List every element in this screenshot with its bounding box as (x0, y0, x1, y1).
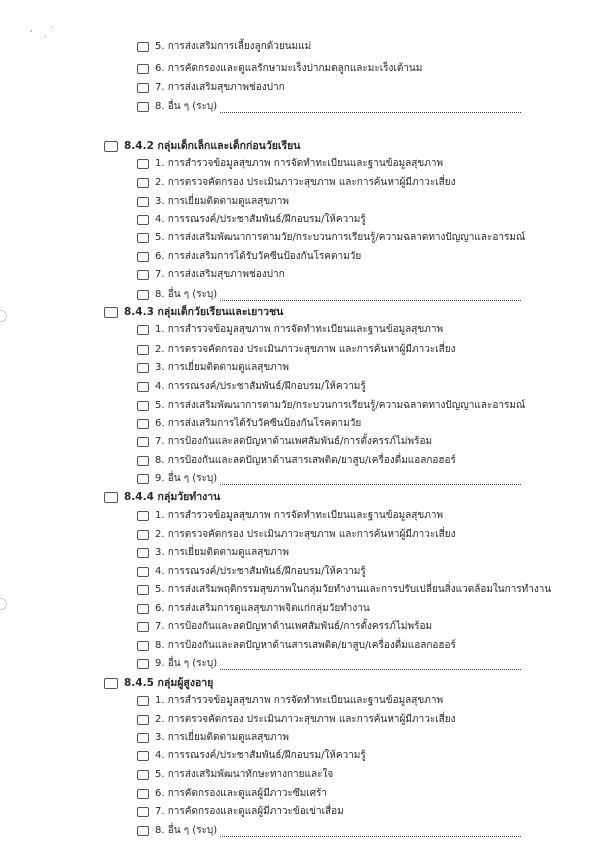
item-label: 8. อื่น ๆ (ระบุ) (155, 825, 218, 836)
section-heading (104, 674, 213, 692)
item-label: 1. การสำรวจข้อมูลสุขภาพ การจัดทำทะเบียนและฐานข้อมูลสุขภาพ (155, 158, 444, 169)
section-heading (104, 137, 300, 155)
specify-dotted-line[interactable] (220, 473, 521, 485)
item-checkbox[interactable] (137, 585, 149, 595)
checklist-item (137, 211, 366, 229)
checklist-item (137, 415, 361, 433)
item-label: 4. การรณรงค์/ประชาสัมพันธ์/ฝึกอบรม/ให้ความรู้ (155, 750, 366, 761)
checklist-item (137, 600, 370, 618)
item-label: 1. การสำรวจข้อมูลสุขภาพ การจัดทำทะเบียนและฐานข้อมูลสุขภาพ (155, 510, 444, 521)
checklist-item (137, 544, 289, 562)
item-checkbox[interactable] (137, 252, 149, 262)
checklist-item (137, 38, 311, 56)
checklist-item (137, 526, 455, 544)
checklist-item (137, 433, 432, 451)
item-label: 7. การส่งเสริมสุขภาพช่องปาก (155, 82, 285, 93)
item-label: 7. การคัดกรองและดูแลผู้มีภาวะข้อเข่าเสื่อม (155, 806, 344, 817)
checklist-item (137, 563, 366, 581)
item-label: 6. การส่งเสริมการได้รับวัคซีนป้องกันโรคตามวัย (155, 251, 362, 262)
checklist-item (137, 397, 525, 415)
item-checkbox[interactable] (137, 826, 149, 836)
item-checkbox[interactable] (137, 64, 149, 74)
checklist-item (137, 174, 455, 192)
scan-speck (44, 36, 46, 37)
item-checkbox[interactable] (137, 789, 149, 799)
item-checkbox[interactable] (137, 83, 149, 93)
item-label: 5. การส่งเสริมพฤติกรรมสุขภาพในกลุ่มวัยทำงานและการปรับเปลี่ยนสิ่งแวดล้อมในการทำงาน (155, 584, 552, 595)
section-heading (104, 488, 220, 506)
item-label: 6. การคัดกรองและดูแลผู้มีภาวะซึมเศร้า (155, 788, 328, 799)
item-label: 4. การรณรงค์/ประชาสัมพันธ์/ฝึกอบรม/ให้ความรู้ (155, 566, 366, 577)
item-label: 3. การเยี่ยมติดตามดูแลสุขภาพ (155, 362, 289, 373)
item-checkbox[interactable] (137, 345, 149, 355)
checklist-item (137, 155, 443, 173)
specify-dotted-line[interactable] (220, 101, 521, 113)
section-heading-label: 8.4.4 กลุ่มวัยทำงาน (124, 491, 221, 503)
item-label: 5. การส่งเสริมพัฒนาการตามวัย/กระบวนการเรียนรู้/ความฉลาดทางปัญญาและอารมณ์ (155, 232, 526, 243)
item-checkbox[interactable] (137, 437, 149, 447)
item-label: 7. การป้องกันและลดปัญหาด้านเพศสัมพันธ์/การตั้งครรภ์ไม่พร้อม (155, 436, 433, 447)
item-label: 1. การสำรวจข้อมูลสุขภาพ การจัดทำทะเบียนและฐานข้อมูลสุขภาพ (155, 324, 444, 335)
item-label: 1. การสำรวจข้อมูลสุขภาพ การจัดทำทะเบียนและฐานข้อมูลสุขภาพ (155, 695, 444, 706)
item-label: 2. การตรวจคัดกรอง ประเมินภาวะสุขภาพ และการค้นหาผู้มีภาวะเสี่ยง (155, 177, 456, 188)
item-label: 8. อื่น ๆ (ระบุ) (155, 289, 218, 300)
section-checkbox[interactable] (104, 492, 118, 503)
item-label: 2. การตรวจคัดกรอง ประเมินภาวะสุขภาพ และการค้นหาผู้มีภาวะเสี่ยง (155, 714, 456, 725)
item-checkbox[interactable] (137, 178, 149, 188)
item-label: 2. การตรวจคัดกรอง ประเมินภาวะสุขภาพ และการค้นหาผู้มีภาวะเสี่ยง (155, 344, 456, 355)
checklist-item (137, 321, 443, 339)
checklist-item (137, 60, 422, 78)
checklist-item (137, 637, 456, 655)
checklist-item (137, 785, 327, 803)
section-checkbox[interactable] (104, 678, 118, 689)
item-label: 8. อื่น ๆ (ระบุ) (155, 101, 218, 112)
checklist-item (137, 229, 525, 247)
checklist-item (137, 266, 285, 284)
item-checkbox[interactable] (137, 215, 149, 225)
item-checkbox[interactable] (137, 290, 149, 300)
item-checkbox[interactable] (137, 530, 149, 540)
section-heading-label: 8.4.2 กลุ่มเด็กเล็กและเด็กก่อนวัยเรียน (124, 140, 301, 152)
checklist-item (137, 378, 366, 396)
item-checkbox[interactable] (137, 42, 149, 52)
item-label: 6. การส่งเสริมการดูแลสุขภาพจิตแก่กลุ่มวัยทำงาน (155, 603, 370, 614)
checklist-item (137, 747, 366, 765)
checklist-item (137, 692, 443, 710)
item-checkbox[interactable] (137, 715, 149, 725)
item-label: 7. การป้องกันและลดปัญหาด้านเพศสัมพันธ์/การตั้งครรภ์ไม่พร้อม (155, 621, 433, 632)
item-checkbox[interactable] (137, 604, 149, 614)
item-checkbox[interactable] (137, 567, 149, 577)
item-label: 7. การส่งเสริมสุขภาพช่องปาก (155, 269, 285, 280)
item-checkbox[interactable] (137, 807, 149, 817)
item-label: 3. การเยี่ยมติดตามดูแลสุขภาพ (155, 547, 289, 558)
item-label: 4. การรณรงค์/ประชาสัมพันธ์/ฝึกอบรม/ให้ความรู้ (155, 214, 366, 225)
item-checkbox[interactable] (137, 159, 149, 169)
checklist-item (137, 618, 432, 636)
item-checkbox[interactable] (137, 751, 149, 761)
checklist-item (137, 729, 289, 747)
item-label: 3. การเยี่ยมติดตามดูแลสุขภาพ (155, 196, 289, 207)
item-checkbox[interactable] (137, 382, 149, 392)
item-label: 3. การเยี่ยมติดตามดูแลสุขภาพ (155, 732, 289, 743)
item-checkbox[interactable] (137, 233, 149, 243)
item-label: 5. การส่งเสริมพัฒนาการตามวัย/กระบวนการเรียนรู้/ความฉลาดทางปัญญาและอารมณ์ (155, 400, 526, 411)
item-label: 6. การคัดกรองและดูแลรักษามะเร็งปากมดลูกและมะเร็งเต้านม (155, 63, 423, 74)
scan-speck (30, 30, 32, 32)
checklist-item (137, 452, 456, 470)
checklist-item (137, 79, 285, 97)
checklist-item (137, 470, 521, 488)
item-label: 8. การป้องกันและลดปัญหาด้านสารเสพติด/ยาสูบ/เครื่องดื่มแอลกอฮอร์ (155, 455, 456, 466)
item-checkbox[interactable] (137, 641, 149, 651)
item-checkbox[interactable] (137, 659, 149, 669)
item-checkbox[interactable] (137, 456, 149, 466)
item-checkbox[interactable] (137, 325, 149, 335)
item-checkbox[interactable] (137, 363, 149, 373)
checklist-item (137, 803, 344, 821)
checklist-item (137, 507, 443, 525)
item-label: 5. การส่งเสริมพัฒนาทักษะทางกายและใจ (155, 769, 334, 780)
item-label: 4. การรณรงค์/ประชาสัมพันธ์/ฝึกอบรม/ให้ความรู้ (155, 381, 366, 392)
checklist-item (137, 248, 361, 266)
section-heading-label: 8.4.5 กลุ่มผู้สูงอายุ (124, 677, 214, 689)
scan-speck (52, 26, 53, 28)
item-label: 8. การป้องกันและลดปัญหาด้านสารเสพติด/ยาสูบ/เครื่องดื่มแอลกอฮอร์ (155, 640, 456, 651)
item-checkbox[interactable] (137, 419, 149, 429)
section-checkbox[interactable] (104, 141, 118, 152)
checklist-item (137, 711, 455, 729)
checklist-item (137, 766, 333, 784)
item-checkbox[interactable] (137, 622, 149, 632)
item-label: 9. อื่น ๆ (ระบุ) (155, 473, 218, 484)
specify-dotted-line[interactable] (220, 825, 521, 837)
item-label: 2. การตรวจคัดกรอง ประเมินภาวะสุขภาพ และการค้นหาผู้มีภาวะเสี่ยง (155, 529, 456, 540)
section-heading-label: 8.4.3 กลุ่มเด็กวัยเรียนและเยาวชน (124, 306, 284, 318)
checklist-item (137, 193, 289, 211)
section-heading (104, 303, 283, 321)
item-checkbox[interactable] (137, 511, 149, 521)
punch-hole-mark (0, 598, 7, 610)
punch-hole-mark (0, 310, 7, 322)
item-checkbox[interactable] (137, 197, 149, 207)
item-label: 9. อื่น ๆ (ระบุ) (155, 658, 218, 669)
checklist-item (137, 359, 289, 377)
item-checkbox[interactable] (137, 474, 149, 484)
checklist-item (137, 341, 455, 359)
item-checkbox[interactable] (137, 102, 149, 112)
checklist-item (137, 655, 521, 673)
item-label: 5. การส่งเสริมการเลี้ยงลูกด้วยนมแม่ (155, 41, 312, 52)
item-checkbox[interactable] (137, 770, 149, 780)
checklist-item (137, 286, 521, 304)
item-label: 6. การส่งเสริมการได้รับวัคซีนป้องกันโรคตามวัย (155, 418, 362, 429)
item-checkbox[interactable] (137, 733, 149, 743)
checklist-item (137, 98, 521, 116)
item-checkbox[interactable] (137, 401, 149, 411)
item-checkbox[interactable] (137, 548, 149, 558)
specify-dotted-line[interactable] (220, 289, 521, 301)
specify-dotted-line[interactable] (220, 658, 521, 670)
checklist-item (137, 581, 551, 599)
checklist-item (137, 822, 521, 840)
item-checkbox[interactable] (137, 696, 149, 706)
item-checkbox[interactable] (137, 270, 149, 280)
section-checkbox[interactable] (104, 307, 118, 318)
